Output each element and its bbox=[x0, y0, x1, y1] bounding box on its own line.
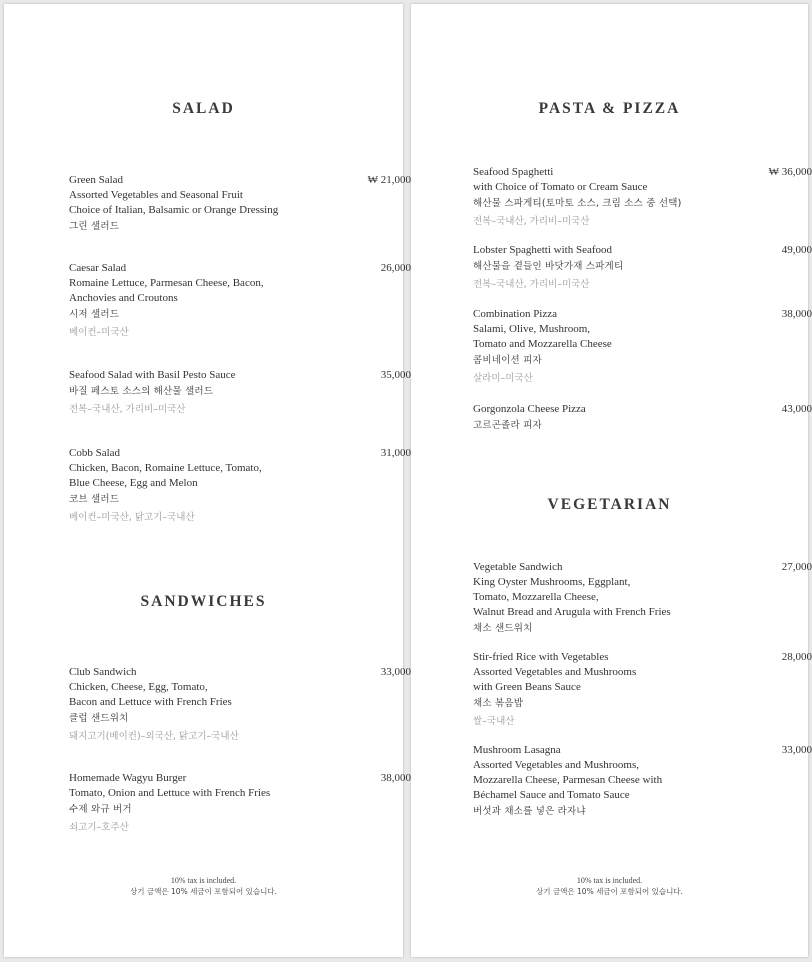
item-name: Lobster Spaghetti with Seafood bbox=[473, 244, 613, 256]
item-price: 33,000 bbox=[380, 666, 411, 678]
item-korean-name: 고르곤졸라 피자 bbox=[473, 420, 542, 431]
item-price: 35,000 bbox=[380, 369, 411, 381]
item-korean-name: 해산물 스파게티(토마토 소스, 크림 소스 중 선택) bbox=[473, 198, 682, 209]
item-korean-name: 해산물을 곁들인 바닷가재 스파게티 bbox=[473, 261, 624, 272]
menu-item-cobb-salad bbox=[69, 446, 411, 527]
item-korean-name: 바질 페스토 소스의 해산물 샐러드 bbox=[69, 386, 214, 397]
item-origin: 쇠고기–호주산 bbox=[69, 822, 129, 833]
item-description: Walnut Bread and Arugula with French Fries bbox=[473, 606, 671, 618]
item-description: with Green Beans Sauce bbox=[473, 681, 581, 693]
item-name: Mushroom Lasagna bbox=[473, 744, 561, 756]
item-price: 49,000 bbox=[781, 244, 812, 256]
item-price: 38,000 bbox=[781, 308, 812, 320]
item-name: Caesar Salad bbox=[69, 262, 127, 274]
menu-item-green-salad bbox=[69, 173, 411, 236]
item-origin: 살라미–미국산 bbox=[473, 373, 533, 384]
menu-item-vegetable-sandwich bbox=[473, 560, 812, 638]
item-name: Seafood Salad with Basil Pesto Sauce bbox=[69, 369, 236, 381]
menu-item-club-sandwich bbox=[69, 665, 411, 746]
menu-item-wagyu-burger bbox=[69, 771, 411, 837]
menu-item-lobster-spaghetti bbox=[473, 243, 812, 294]
item-description: Chicken, Bacon, Romaine Lettuce, Tomato, bbox=[69, 462, 262, 474]
item-origin: 돼지고기(베이컨)–외국산, 닭고기–국내산 bbox=[69, 731, 239, 742]
menu-item-combination-pizza bbox=[473, 307, 812, 388]
section-title-pasta-pizza: PASTA & PIZZA bbox=[538, 100, 681, 117]
item-description: Tomato, Mozzarella Cheese, bbox=[473, 591, 599, 603]
item-origin: 전복–국내산, 가리비–미국산 bbox=[473, 216, 590, 227]
item-description: Chicken, Cheese, Egg, Tomato, bbox=[69, 681, 208, 693]
menu-item-stir-fried-rice bbox=[473, 650, 812, 731]
item-price: ₩ 36,000 bbox=[768, 166, 812, 178]
item-description: King Oyster Mushrooms, Eggplant, bbox=[473, 576, 631, 588]
item-origin: 전복–국내산, 가리비–미국산 bbox=[473, 279, 590, 290]
item-korean-name: 채소 볶음밥 bbox=[473, 698, 524, 709]
item-korean-name: 버섯과 채소를 넣은 라자냐 bbox=[473, 806, 586, 817]
menu-page-right bbox=[411, 4, 812, 957]
item-name: Green Salad bbox=[69, 174, 124, 186]
item-price: 38,000 bbox=[380, 772, 411, 784]
item-description: Salami, Olive, Mushroom, bbox=[473, 323, 591, 335]
item-korean-name: 콤비네이션 피자 bbox=[473, 355, 542, 366]
item-price: 27,000 bbox=[781, 561, 812, 573]
tax-note-english: 10% tax is included. bbox=[576, 876, 643, 885]
section-title-vegetarian: VEGETARIAN bbox=[547, 496, 672, 513]
tax-note-english: 10% tax is included. bbox=[170, 876, 237, 885]
item-korean-name: 시저 샐러드 bbox=[69, 309, 120, 320]
item-origin: 전복–국내산, 가리비–미국산 bbox=[69, 404, 186, 415]
item-origin: 베이컨–미국산, 닭고기–국내산 bbox=[69, 512, 195, 523]
item-description: Tomato and Mozzarella Cheese bbox=[473, 338, 612, 350]
item-description: Assorted Vegetables and Mushrooms bbox=[473, 666, 637, 678]
item-name: Seafood Spaghetti bbox=[473, 166, 554, 178]
item-korean-name: 클럽 샌드위치 bbox=[69, 713, 129, 724]
item-description: Assorted Vegetables and Mushrooms, bbox=[473, 759, 639, 771]
section-title-sandwiches: SANDWICHES bbox=[140, 593, 267, 610]
item-name: Stir-fried Rice with Vegetables bbox=[473, 651, 609, 663]
item-description: Mozzarella Cheese, Parmesan Cheese with bbox=[473, 774, 663, 786]
item-description: Assorted Vegetables and Seasonal Fruit bbox=[69, 189, 243, 201]
item-description: Tomato, Onion and Lettuce with French Fries bbox=[69, 787, 271, 799]
item-price: ₩ 21,000 bbox=[367, 174, 411, 186]
item-name: Combination Pizza bbox=[473, 308, 558, 320]
item-description: Choice of Italian, Balsamic or Orange Dressing bbox=[69, 204, 279, 216]
menu-item-gorgonzola-pizza bbox=[473, 402, 812, 435]
item-price: 28,000 bbox=[781, 651, 812, 663]
tax-note-korean: 상기 금액은 10% 세금이 포함되어 있습니다. bbox=[536, 887, 683, 896]
item-price: 31,000 bbox=[380, 447, 411, 459]
tax-note bbox=[4, 875, 403, 898]
item-description: Romaine Lettuce, Parmesan Cheese, Bacon, bbox=[69, 277, 264, 289]
item-origin: 쌀–국내산 bbox=[473, 716, 515, 727]
item-name: Cobb Salad bbox=[69, 447, 121, 459]
section-title-salad: SALAD bbox=[172, 100, 235, 117]
item-korean-name: 수제 와규 버거 bbox=[69, 804, 132, 815]
menu-item-seafood-spaghetti bbox=[473, 165, 812, 231]
item-description: Anchovies and Croutons bbox=[69, 292, 178, 304]
tax-note bbox=[411, 875, 808, 898]
item-name: Club Sandwich bbox=[69, 666, 137, 678]
menu-item-seafood-salad bbox=[69, 368, 411, 419]
item-origin: 베이컨–미국산 bbox=[69, 327, 129, 338]
tax-note-korean: 상기 금액은 10% 세금이 포함되어 있습니다. bbox=[130, 887, 277, 896]
item-description: Bacon and Lettuce with French Fries bbox=[69, 696, 232, 708]
menu-item-caesar-salad bbox=[69, 261, 411, 342]
item-price: 43,000 bbox=[781, 403, 812, 415]
item-name: Gorgonzola Cheese Pizza bbox=[473, 403, 586, 415]
item-korean-name: 코브 샐러드 bbox=[69, 494, 120, 505]
item-korean-name: 채소 샌드위치 bbox=[473, 623, 533, 634]
item-price: 33,000 bbox=[781, 744, 812, 756]
item-description: with Choice of Tomato or Cream Sauce bbox=[473, 181, 648, 193]
menu-item-mushroom-lasagna bbox=[473, 743, 812, 821]
item-name: Homemade Wagyu Burger bbox=[69, 772, 187, 784]
menu-page-left bbox=[4, 4, 411, 957]
item-korean-name: 그린 샐러드 bbox=[69, 221, 120, 232]
item-name: Vegetable Sandwich bbox=[473, 561, 563, 573]
item-description: Blue Cheese, Egg and Melon bbox=[69, 477, 198, 489]
item-price: 26,000 bbox=[380, 262, 411, 274]
item-description: Béchamel Sauce and Tomato Sauce bbox=[473, 789, 630, 801]
